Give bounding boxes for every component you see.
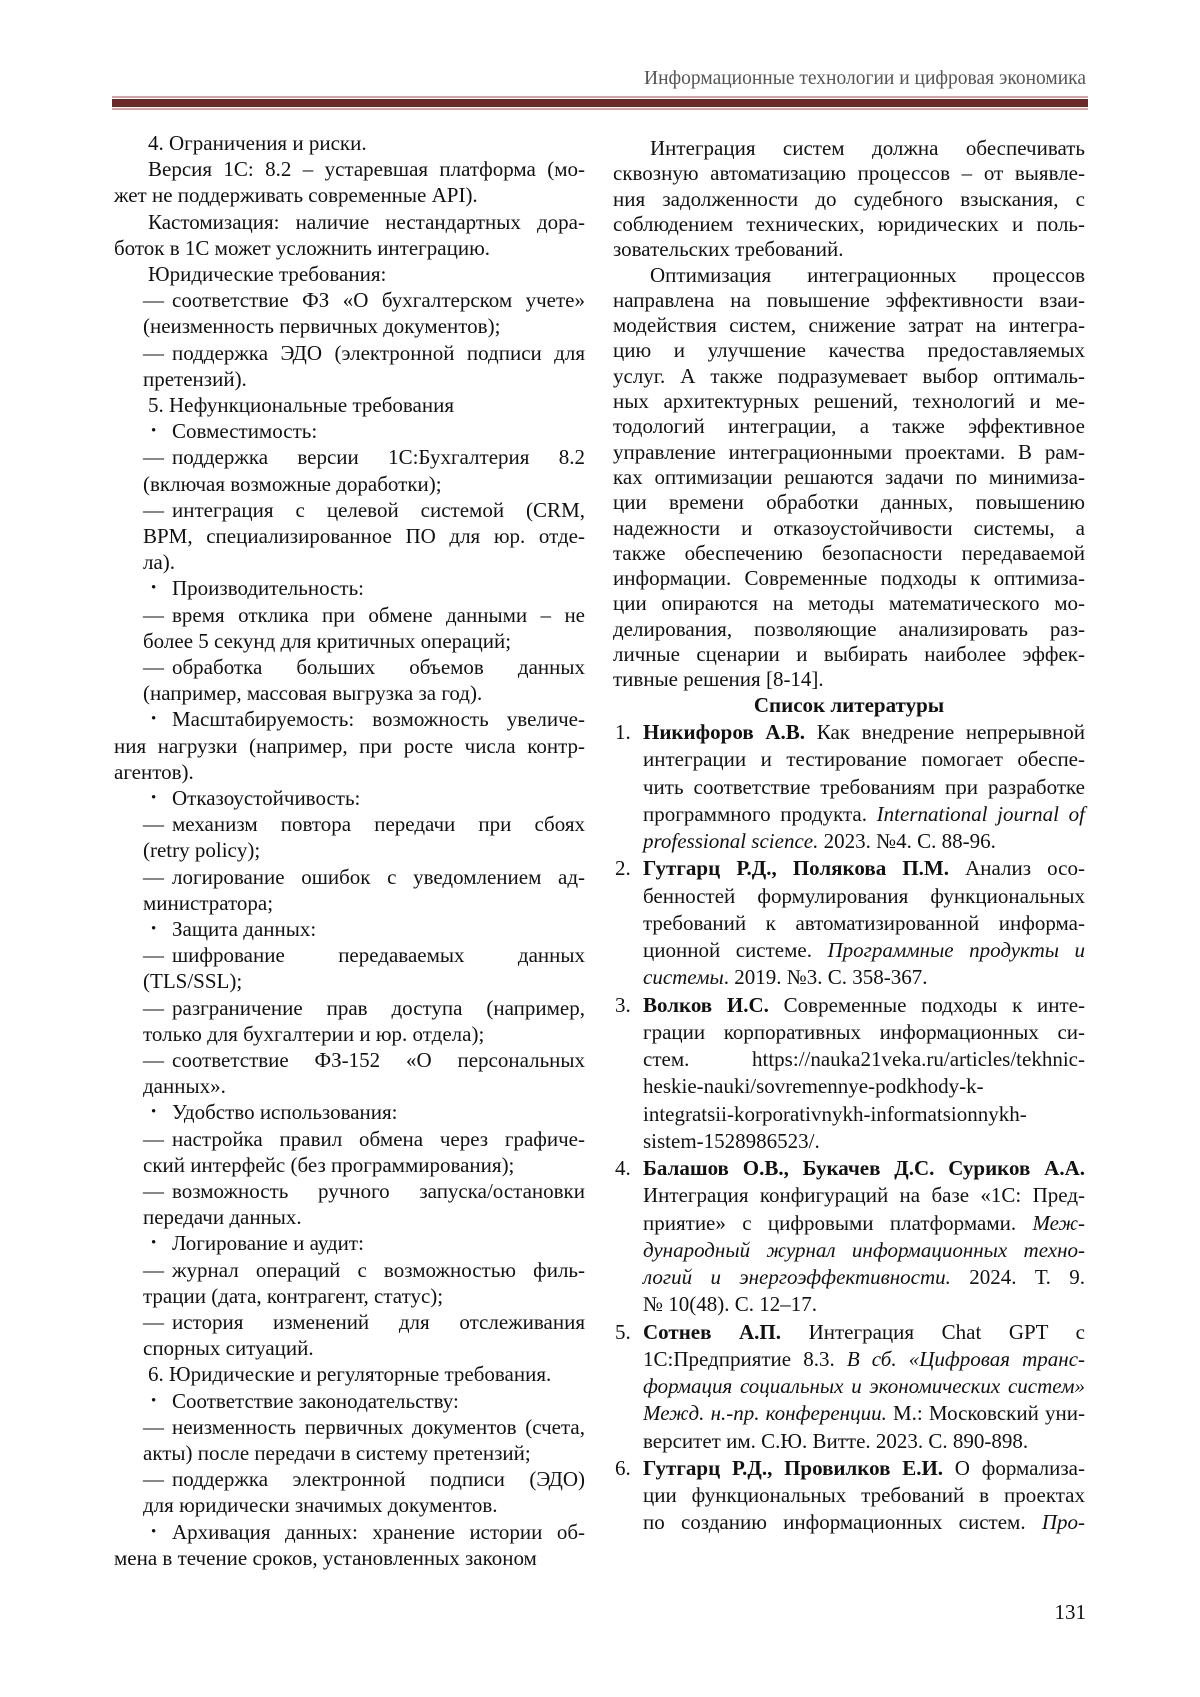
text-line: услуг. А также подразумевает выбор оптималь- [613,363,1085,388]
reference-text: heskie-nauki/sovremennye-podkhody-k- [643,1074,984,1099]
text-line: информации. Современные подходы к оптимиза- [613,566,1085,591]
text-line: разграничение прав доступа (например, [172,995,585,1020]
reference-line [643,1346,1085,1372]
header-rule-bottom [112,108,1088,110]
reference-source: В сб. «Цифровая транс- [846,1346,1086,1371]
bullet-icon: • [151,711,157,728]
reference-line [643,1019,1085,1045]
reference-authors: Балашов О.В., Букачев Д.С. Суриков А.А. [643,1156,1085,1180]
text-line: ции опираются на методы математического мо- [613,591,1085,616]
bullet-icon: • [151,1235,157,1252]
reference-authors: Никифоров А.В. [643,720,806,744]
reference-line [643,1073,1085,1099]
reference-authors: Волков И.С. [643,992,769,1017]
text-line: Защита данных: [172,917,317,941]
text-line: делирования, позволяющие анализировать раз- [613,616,1085,641]
reference-text: стем. https://nauka21veka.ru/articles/tekhnic- [643,1047,1085,1071]
reference-text: требований к автоматизированной информа- [643,910,1085,935]
reference-line [643,1237,1085,1263]
text-line: (TLS/SSL); [143,969,243,994]
reference-number: 2. [615,856,631,881]
text-line: (retry policy); [143,838,261,863]
dash-marker: — [143,995,164,1020]
reference-text: приятие» с цифровыми платформами. [643,1210,1033,1235]
reference-text: О формализа- [943,1455,1085,1480]
text-line: агентов). [114,759,194,784]
text-line: Логирование и аудит: [172,1231,364,1256]
text-line: соответствие ФЗ «О бухгалтерском учете» [172,288,585,313]
text-line: Кастомизация: наличие нестандартных дора- [148,209,585,234]
bullet-icon: • [151,1392,157,1409]
text-line: поддержка электронной подписи (ЭДО) [172,1467,585,1492]
reference-text: программного продукта. [643,801,877,826]
reference-line [643,1128,1085,1154]
text-line: направлена на повышение эффективности взаи- [613,287,1085,312]
reference-line [643,1046,1085,1072]
dash-marker: — [143,1257,164,1282]
reference-text: Современные подходы к инте- [768,992,1086,1017]
dash-marker: — [143,1126,164,1151]
reference-text: ционной системе. [643,938,828,962]
bullet-icon: • [151,423,157,440]
reference-line [643,1455,1085,1481]
dash-marker: — [143,288,164,313]
text-line: Архивация данных: хранение истории об- [172,1519,585,1544]
running-head: Информационные технологии и цифровая экономика [644,68,1086,89]
reference-line [643,1264,1085,1290]
reference-line [643,937,1085,963]
text-line: жет не поддерживать современные API). [114,183,478,208]
text-line: (например, массовая выгрузка за год). [143,681,483,706]
text-line: Масштабируемость: возможность увеличе- [172,707,585,732]
bullet-icon: • [151,921,157,937]
dash-marker: — [143,1179,164,1203]
reference-source: логий и энергоэффективности. [643,1265,951,1289]
text-line: 4. Ограничения и риски. [148,131,367,155]
text-line: BPM, специализированное ПО для юр. отде- [143,524,585,548]
reference-number: 1. [615,720,631,744]
reference-text: М.: Московский уни- [886,1401,1085,1426]
reference-line [643,1291,1085,1317]
text-line: поддержка ЭДО (электронной подписи для [172,340,585,365]
reference-text: 1С:Предприятие 8.3. [643,1346,847,1371]
text-line: (неизменность первичных документов); [143,314,501,339]
reference-line [643,719,1085,745]
text-line: 5. Нефункциональные требования [148,393,454,417]
text-line: соответствие ФЗ-152 «О персональных [172,1048,585,1072]
text-line: Соответствие законодательству: [172,1388,459,1413]
text-line: шифрование передаваемых данных [172,943,585,968]
text-line: зовательских требований. [613,237,844,262]
reference-line [643,1428,1085,1454]
reference-line [643,883,1085,909]
text-line: Интеграция систем должна обеспечивать [650,136,1085,160]
text-line: данных». [143,1074,226,1099]
text-line: ния задолженности до судебного взыскания, с [613,186,1085,211]
text-line: министратора; [143,890,274,915]
text-line: более 5 секунд для критичных операций; [143,628,512,653]
text-line: цию и улучшение качества предоставляемых [613,338,1085,363]
reference-authors: Гутгарц Р.Д., Полякова П.М. [643,856,949,881]
reference-source: professional science. [643,829,819,853]
reference-text: верситет им. С.Ю. Витте. 2023. С. 890-898. [643,1428,1029,1453]
bullet-icon: • [151,790,157,806]
text-line: соблюдением технических, юридических и поль- [613,211,1085,236]
text-line: журнал операций с возможностью филь- [172,1257,585,1282]
reference-text: Как внедрение непрерывной [805,720,1085,744]
reference-line [643,964,1085,990]
text-line: ции времени обработки данных, повышению [613,490,1085,515]
text-line: тивные решения [8-14]. [613,667,824,692]
reference-line [643,801,1085,827]
text-line: сквозную автоматизацию процессов – от выявле- [613,161,1085,186]
dash-marker: — [143,1414,164,1439]
dash-marker: — [143,1310,164,1334]
reference-line [643,774,1085,800]
text-line: ла). [143,550,176,575]
text-line: претензий). [143,366,247,391]
text-line: Совместимость: [172,419,318,444]
dash-marker: — [143,655,164,679]
reference-text: ции функциональных требований в проектах [643,1483,1085,1507]
dash-marker: — [143,340,164,365]
text-line: Юридические требования: [148,262,387,286]
reference-authors: Сотнев А.П. [643,1319,782,1344]
text-line: боток в 1С может усложнить интеграцию. [114,235,491,260]
reference-text: № 10(48). С. 12–17. [643,1292,818,1317]
reference-source: Меж- [1032,1210,1085,1235]
dash-marker: — [143,445,164,470]
reference-line [643,855,1085,881]
reference-line [643,828,1085,854]
reference-line [643,910,1085,936]
text-line: Оптимизация интеграционных процессов [650,262,1085,287]
text-line: Производительность: [172,576,365,601]
reference-number: 5. [615,1319,631,1344]
text-line: (включая возможные доработки); [143,471,442,496]
text-line: ных архитектурных решений, технологий и ме- [613,389,1085,413]
text-line: ния нагрузки (например, при росте числа контр- [114,733,585,758]
text-line: Версия 1С: 8.2 – устаревшая платформа (мо- [148,157,585,182]
reference-line [643,746,1085,772]
reference-text: интеграции и тестирование помогает обеспе- [643,747,1085,772]
reference-text: integratsii-korporativnykh-informatsionnykh- [643,1101,1027,1126]
reference-line [643,1400,1085,1426]
text-line: возможность ручного запуска/остановки [172,1179,585,1203]
reference-text: чить соответствие требованиям при разработке [643,774,1085,799]
text-line: личные сценарии и выбирать наиболее эффек- [613,642,1085,666]
reference-text: Интеграция конфигураций на базе «1С: Пред- [643,1183,1085,1208]
text-line: 6. Юридические и регуляторные требования. [148,1362,552,1387]
text-line: история изменений для отслеживания [172,1310,585,1334]
reference-number: 4. [615,1156,631,1180]
text-line: время отклика при обмене данными – не [172,602,585,627]
reference-line [643,992,1085,1018]
reference-text: Интеграция Chat GPT с [781,1319,1086,1344]
text-line: мена в течение сроков, установленных законом [114,1545,537,1570]
text-line: неизменность первичных документов (счета, [172,1414,585,1439]
dash-marker: — [143,1467,164,1492]
header-rule-top [112,96,1088,98]
text-line: трации (дата, контрагент, статус); [143,1283,444,1308]
reference-text: 2023. №4. С. 88-96. [818,829,996,853]
text-line: передачи данных. [143,1205,302,1230]
reference-line [643,1101,1085,1127]
reference-text: бенностей формулирования функциональных [643,883,1085,908]
reference-source: Про- [1041,1510,1085,1535]
reference-line [643,1155,1085,1181]
reference-source: International journal of [876,801,1086,826]
dash-marker: — [143,1048,164,1072]
reference-line [643,1210,1085,1236]
references-heading: Список литературы [753,693,945,717]
reference-text: sistem-1528986523/. [643,1128,820,1153]
reference-text: . 2019. №3. С. 358-367. [723,965,928,990]
reference-number: 6. [615,1455,631,1480]
dash-marker: — [143,943,164,968]
reference-line [643,1319,1085,1345]
reference-text: 2024. Т. 9. [950,1265,1086,1289]
reference-text: грации корпоративных информационных си- [643,1019,1085,1044]
text-line: ках оптимизации решаются задачи по минимиза- [613,464,1085,489]
reference-source: формация социальных и экономических систем» [643,1374,1085,1398]
reference-number: 3. [615,992,631,1017]
reference-text: по созданию информационных систем. [643,1510,1042,1535]
reference-source: системы [643,965,724,990]
reference-source: Программные продукты и [827,938,1085,962]
page-number: 131 [1054,1600,1086,1624]
text-line: Удобство использования: [172,1100,398,1125]
reference-line [643,1373,1085,1399]
text-line: акты) после передачи в систему претензий; [143,1441,531,1465]
text-line: для юридически значимых документов. [143,1493,498,1518]
text-line: обработка больших объемов данных [172,655,585,679]
reference-authors: Гутгарц Р.Д., Провилков Е.И. [643,1455,944,1480]
bullet-icon: • [151,1523,157,1540]
text-line: только для бухгалтерии и юр. отдела); [143,1021,485,1046]
dash-marker: — [143,602,164,627]
reference-source: дународный журнал информационных техно- [643,1237,1085,1262]
text-line: механизм повтора передачи при сбоях [172,812,585,837]
reference-source: Межд. н.-пр. конференции. [643,1401,887,1426]
text-line: ский интерфейс (без программирования); [143,1152,515,1177]
text-line: также обеспечению безопасности передаваемой [613,540,1085,565]
text-line: управление интеграционными проектами. В рам- [613,439,1085,464]
reference-line [643,1482,1085,1508]
reference-line [643,1182,1085,1208]
dash-marker: — [143,497,164,522]
reference-text: Анализ осо- [948,856,1085,881]
bullet-icon: • [151,1104,157,1121]
text-line: надежности и отказоустойчивости системы, а [613,515,1085,540]
bullet-icon: • [151,580,157,597]
text-line: Отказоустойчивость: [172,786,361,810]
text-line: спорных ситуаций. [143,1336,314,1361]
text-line: настройка правил обмена через графиче- [172,1126,585,1151]
text-line: тодологий интеграции, а также эффективное [613,414,1085,439]
text-line: поддержка версии 1С:Бухгалтерия 8.2 [172,445,585,470]
dash-marker: — [143,864,164,889]
text-line: модействия систем, снижение затрат на интегра- [613,313,1085,338]
header-rule [112,99,1088,107]
text-line: интеграция с целевой системой (CRM, [172,497,585,522]
dash-marker: — [143,812,164,837]
reference-line [643,1509,1085,1535]
text-line: логирование ошибок с уведомлением ад- [172,864,585,889]
